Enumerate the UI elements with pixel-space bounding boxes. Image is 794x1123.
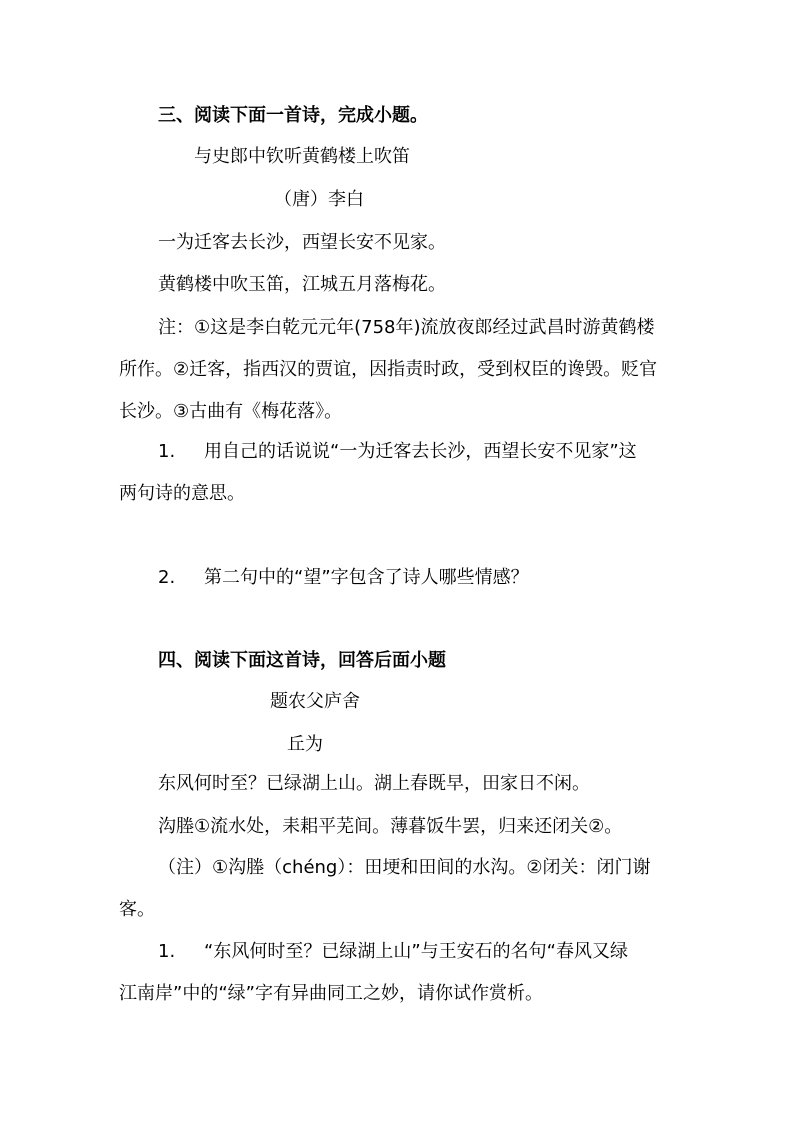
question-text: 第二句中的“望”字包含了诗人哪些情感？ xyxy=(204,567,529,588)
section4-poem-line-2: 沟塍①流水处，耒耜平芜间。薄暮饭牛罢，归来还闭关②。 xyxy=(158,816,623,837)
section4-note-line-1: （注）①沟塍（chéng）：田埂和田间的水沟。②闭关：闭门谢 xyxy=(158,857,651,878)
question-text: “东风何时至？已绿湖上山”与王安石的名句“春风又绿 xyxy=(204,941,628,962)
section4-poem-author: 丘为 xyxy=(287,734,323,755)
question-number: 2. xyxy=(158,567,176,588)
section4-heading: 四、阅读下面这首诗，回答后面小题 xyxy=(158,650,446,671)
question-text: 用自己的话说说“一为迁客去长沙，西望长安不见家”这 xyxy=(204,441,637,462)
section3-poem-line-2: 黄鹤楼中吹玉笛，江城五月落梅花。 xyxy=(158,274,446,295)
section3-question-1-continued: 两句诗的意思。 xyxy=(119,483,245,504)
question-number: 1. xyxy=(158,941,176,962)
section3-note-line-2: 所作。②迁客，指西汉的贾谊，因指责时政，受到权臣的谗毁。贬官 xyxy=(119,359,658,380)
section3-question-2 xyxy=(158,566,529,590)
section3-poem-author: （唐）李白 xyxy=(274,189,364,210)
section4-question-1-continued: 江南岸”中的“绿”字有异曲同工之妙，请你试作赏析。 xyxy=(119,983,543,1004)
section3-heading: 三、阅读下面一首诗，完成小题。 xyxy=(158,105,428,126)
section3-question-1 xyxy=(158,440,637,464)
section3-poem-line-1: 一为迁客去长沙，西望长安不见家。 xyxy=(158,232,446,253)
section4-question-1 xyxy=(158,940,628,964)
section4-note-line-2: 客。 xyxy=(119,899,155,920)
question-number: 1. xyxy=(158,441,176,462)
section3-note-line-3: 长沙。③古曲有《梅花落》。 xyxy=(119,401,343,422)
section4-poem-title: 题农父庐舍 xyxy=(270,691,360,712)
section3-poem-title: 与史郎中钦听黄鹤楼上吹笛 xyxy=(194,146,410,167)
section4-poem-line-1: 东风何时至？已绿湖上山。湖上春既早，田家日不闲。 xyxy=(158,773,590,794)
section3-note-line-1: 注：①这是李白乾元元年(758年)流放夜郎经过武昌时游黄鹤楼 xyxy=(158,317,655,338)
